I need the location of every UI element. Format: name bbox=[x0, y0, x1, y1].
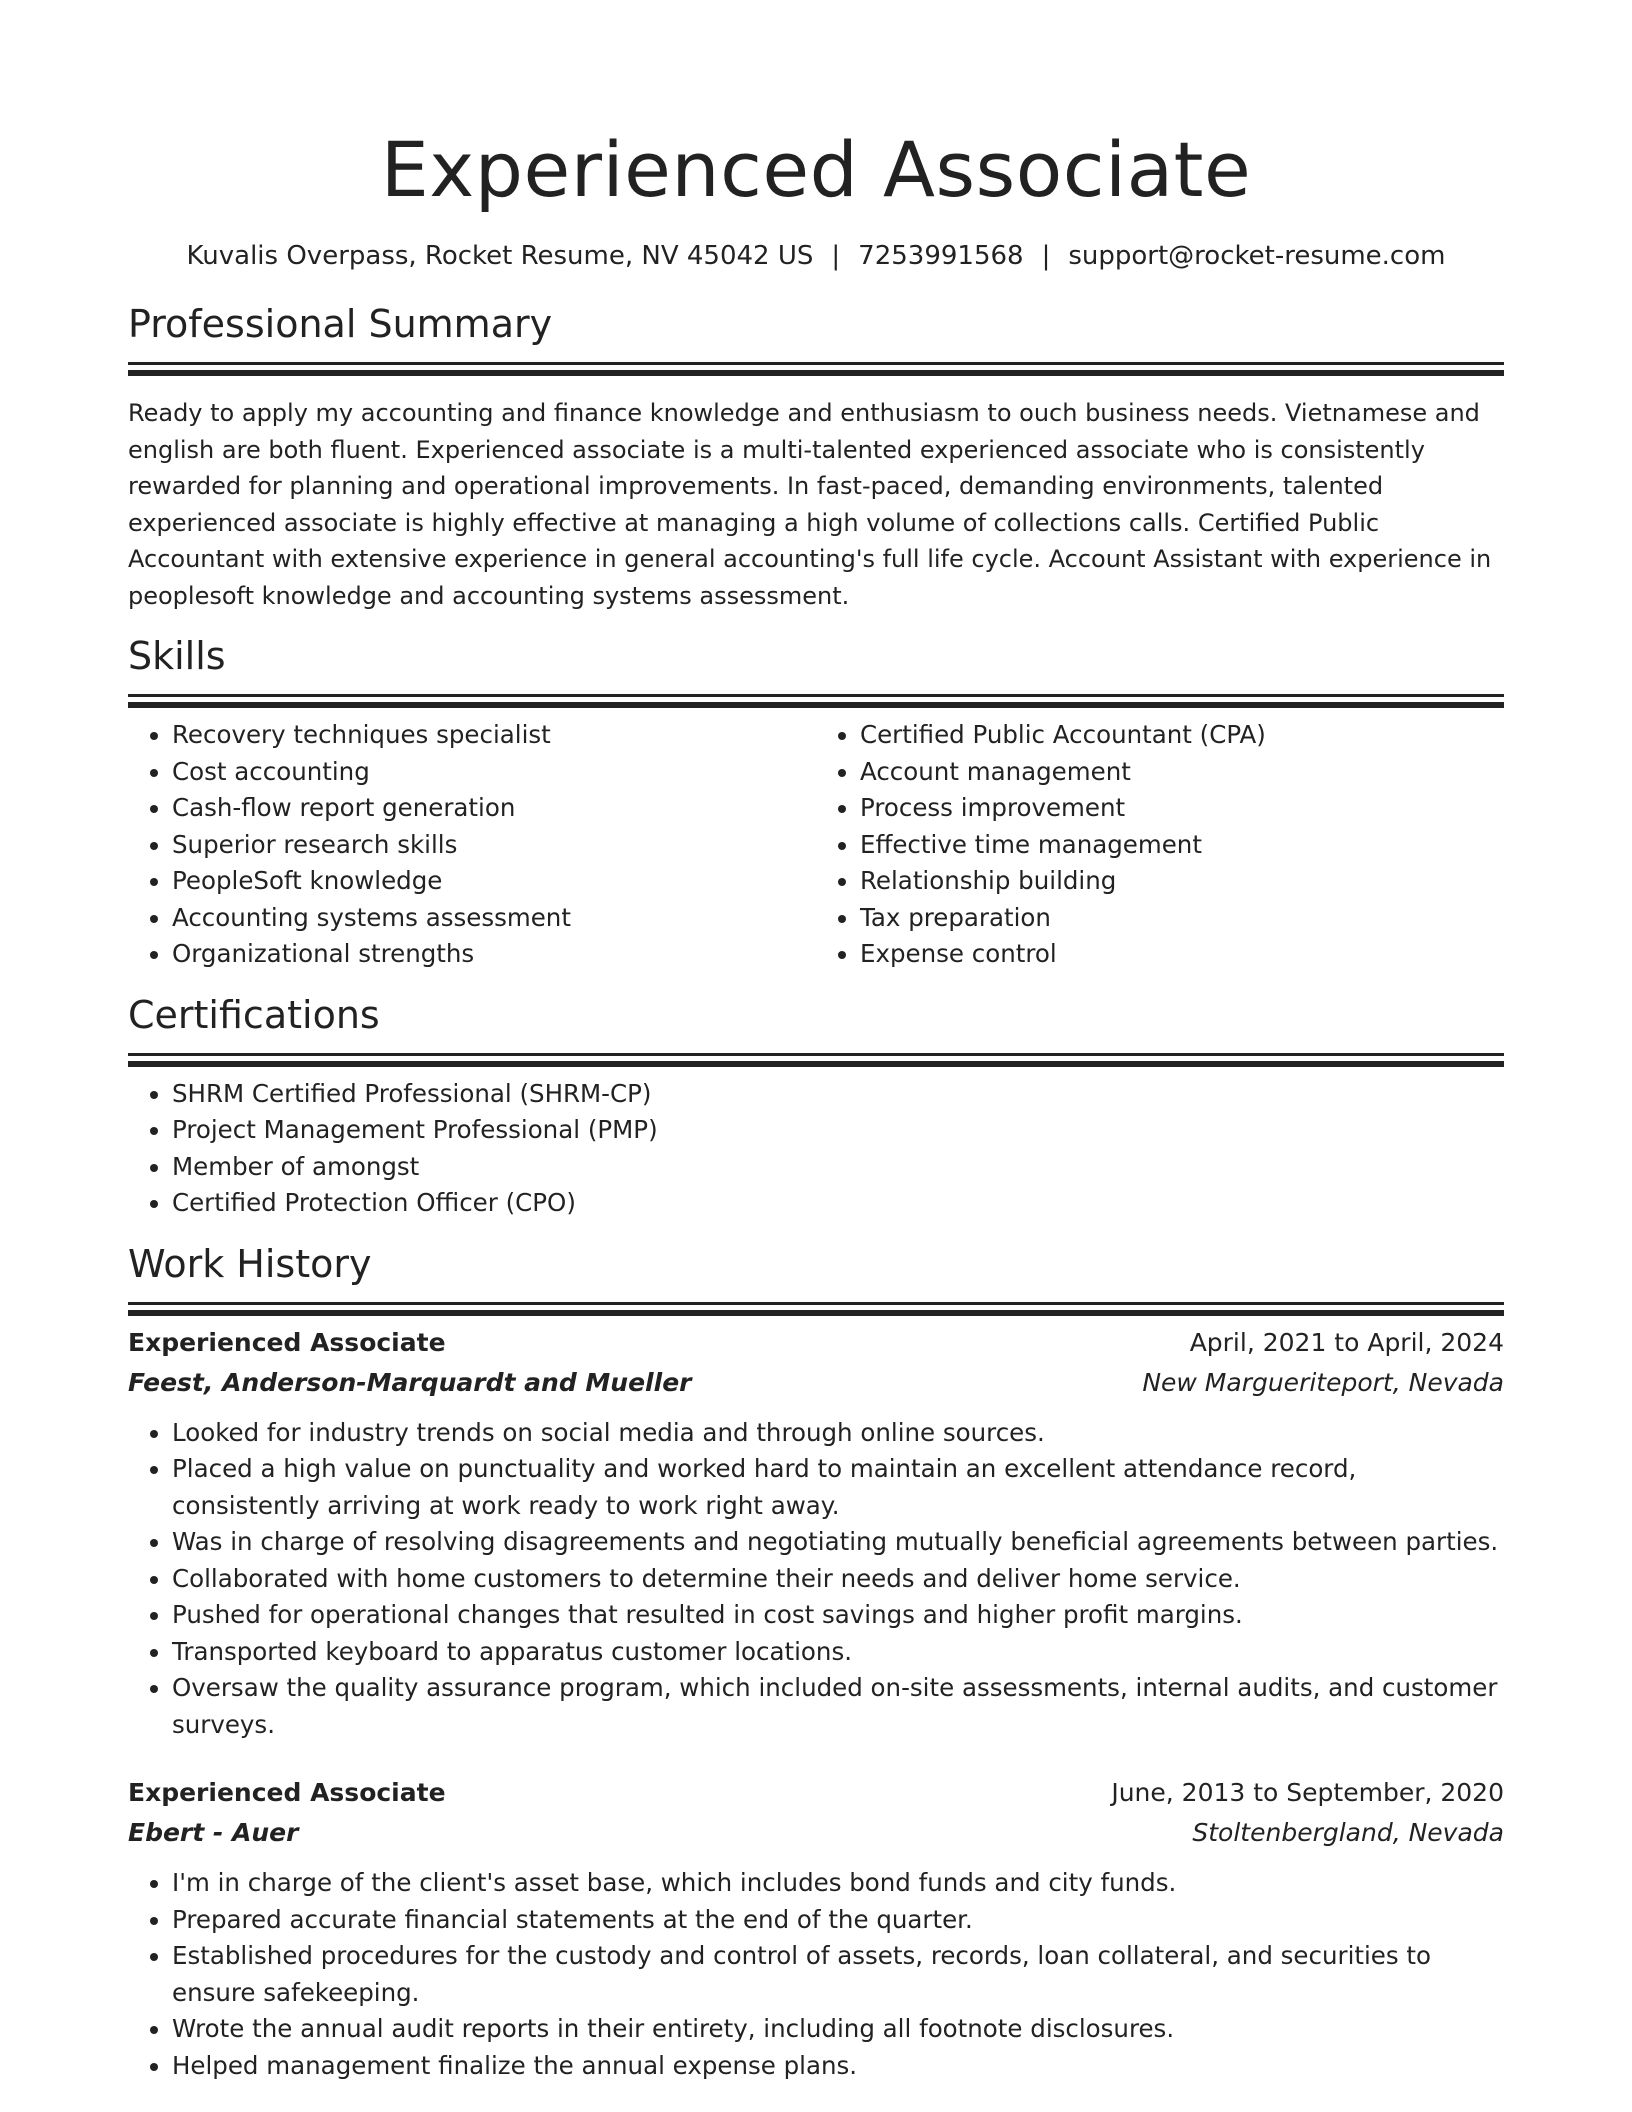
job-location: New Margueriteport, Nevada bbox=[1142, 1367, 1504, 1397]
job-bullet: • Placed a high value on punctuality and worked hard to maintain an excellent attendance record, consistently arriving at work ready to work right away. bbox=[172, 1451, 1504, 1524]
summary-heading: Professional Summary bbox=[128, 302, 553, 346]
certifications-section bbox=[128, 991, 1504, 1222]
skill-item: • Accounting systems assessment bbox=[172, 900, 816, 937]
job-bullet: • Established procedures for the custody and control of assets, records, loan collateral, and securities to ensure safekeeping. bbox=[172, 1938, 1504, 2011]
section-divider bbox=[128, 1302, 1504, 1305]
skill-item: • Tax preparation bbox=[860, 900, 1504, 937]
skill-item: • Superior research skills bbox=[172, 827, 816, 864]
job-bullet: • Pushed for operational changes that resulted in cost savings and higher profit margins. bbox=[172, 1597, 1504, 1634]
skills-list-right bbox=[816, 717, 1504, 973]
resume-page bbox=[128, 0, 1504, 2084]
job-dates: June, 2013 to September, 2020 bbox=[1111, 1778, 1504, 1807]
job-bullets bbox=[128, 1865, 1504, 2084]
section-divider bbox=[128, 694, 1504, 697]
job-bullet: • Wrote the annual audit reports in their entirety, including all footnote disclosures. bbox=[172, 2011, 1504, 2048]
certification-item: • Project Management Professional (PMP) bbox=[172, 1112, 1504, 1149]
skills-columns bbox=[128, 717, 1504, 973]
skill-item: • Expense control bbox=[860, 936, 1504, 973]
skill-item: • Effective time management bbox=[860, 827, 1504, 864]
contact-email: support@rocket-resume.com bbox=[1068, 241, 1446, 271]
summary-section bbox=[128, 300, 1504, 614]
skill-item: • Cash-flow report generation bbox=[172, 790, 816, 827]
job-bullets bbox=[128, 1415, 1504, 1744]
job-bullet: • I'm in charge of the client's asset base, which includes bond funds and city funds. bbox=[172, 1865, 1504, 1902]
certifications-heading: Certifications bbox=[128, 992, 380, 1037]
job-company: Ebert - Auer bbox=[128, 1818, 299, 1847]
certification-item: • Member of amongst bbox=[172, 1149, 1504, 1186]
job-subheader bbox=[128, 1813, 1504, 1853]
job-title: Experienced Associate bbox=[128, 1778, 446, 1807]
job-title: Experienced Associate bbox=[128, 1327, 446, 1357]
certification-item: • Certified Protection Officer (CPO) bbox=[172, 1185, 1504, 1222]
certifications-list bbox=[128, 1076, 1504, 1222]
skill-item: • Certified Public Accountant (CPA) bbox=[860, 717, 1504, 754]
skill-item: • Organizational strengths bbox=[172, 936, 816, 973]
skill-item: • Cost accounting bbox=[172, 754, 816, 791]
job-entry bbox=[128, 1323, 1504, 1744]
job-bullet: • Helped management finalize the annual expense plans. bbox=[172, 2048, 1504, 2085]
contact-separator: | bbox=[831, 241, 841, 271]
resume-name: Experienced Associate bbox=[380, 125, 1252, 214]
job-company: Feest, Anderson-Marquardt and Mueller bbox=[128, 1367, 692, 1397]
job-dates: April, 2021 to April, 2024 bbox=[1189, 1327, 1504, 1357]
work-history-section bbox=[128, 1240, 1504, 2085]
skill-item: • Process improvement bbox=[860, 790, 1504, 827]
job-location: Stoltenbergland, Nevada bbox=[1192, 1818, 1504, 1847]
job-subheader bbox=[128, 1363, 1504, 1403]
job-bullet: • Oversaw the quality assurance program, which included on-site assessments, internal audits, and customer surveys. bbox=[172, 1670, 1504, 1743]
job-bullet: • Collaborated with home customers to determine their needs and deliver home service. bbox=[172, 1561, 1504, 1598]
summary-text: Ready to apply my accounting and finance knowledge and enthusiasm to ouch business needs. Vietnamese and english are both fluent. Experienced associate is a multi-talented experienced associate who is consistently rewarded for planning and operational improvements. In fast-paced, demanding environments, talented experienced associate is highly effective at managing a high volume of collections calls. Certified Public Accountant with extensive experience in general accounting's full life cycle. Account Assistant with experience in peoplesoft knowledge and accounting systems assessment. bbox=[128, 399, 1492, 610]
job-bullet: • Looked for industry trends on social media and through online sources. bbox=[172, 1415, 1504, 1452]
job-bullet: • Was in charge of resolving disagreements and negotiating mutually beneficial agreements between parties. bbox=[172, 1524, 1504, 1561]
job-header bbox=[128, 1773, 1504, 1813]
skill-item: • PeopleSoft knowledge bbox=[172, 863, 816, 900]
skills-section bbox=[128, 632, 1504, 973]
skill-item: • Account management bbox=[860, 754, 1504, 791]
contact-phone: 7253991568 bbox=[858, 241, 1024, 271]
contact-address: Kuvalis Overpass, Rocket Resume, NV 45042 US bbox=[186, 241, 814, 271]
job-bullet: • Prepared accurate financial statements at the end of the quarter. bbox=[172, 1902, 1504, 1939]
skill-item: • Recovery techniques specialist bbox=[172, 717, 816, 754]
skills-list-left bbox=[128, 717, 816, 973]
contact-line bbox=[128, 238, 1504, 274]
job-bullet: • Transported keyboard to apparatus customer locations. bbox=[172, 1634, 1504, 1671]
skills-heading: Skills bbox=[128, 634, 226, 678]
certification-item: • SHRM Certified Professional (SHRM-CP) bbox=[172, 1076, 1504, 1113]
contact-separator: | bbox=[1041, 241, 1051, 271]
section-divider bbox=[128, 1053, 1504, 1056]
work-history-heading: Work History bbox=[128, 1241, 372, 1286]
job-entry bbox=[128, 1773, 1504, 2084]
section-divider bbox=[128, 362, 1504, 365]
skill-item: • Relationship building bbox=[860, 863, 1504, 900]
job-header bbox=[128, 1323, 1504, 1363]
